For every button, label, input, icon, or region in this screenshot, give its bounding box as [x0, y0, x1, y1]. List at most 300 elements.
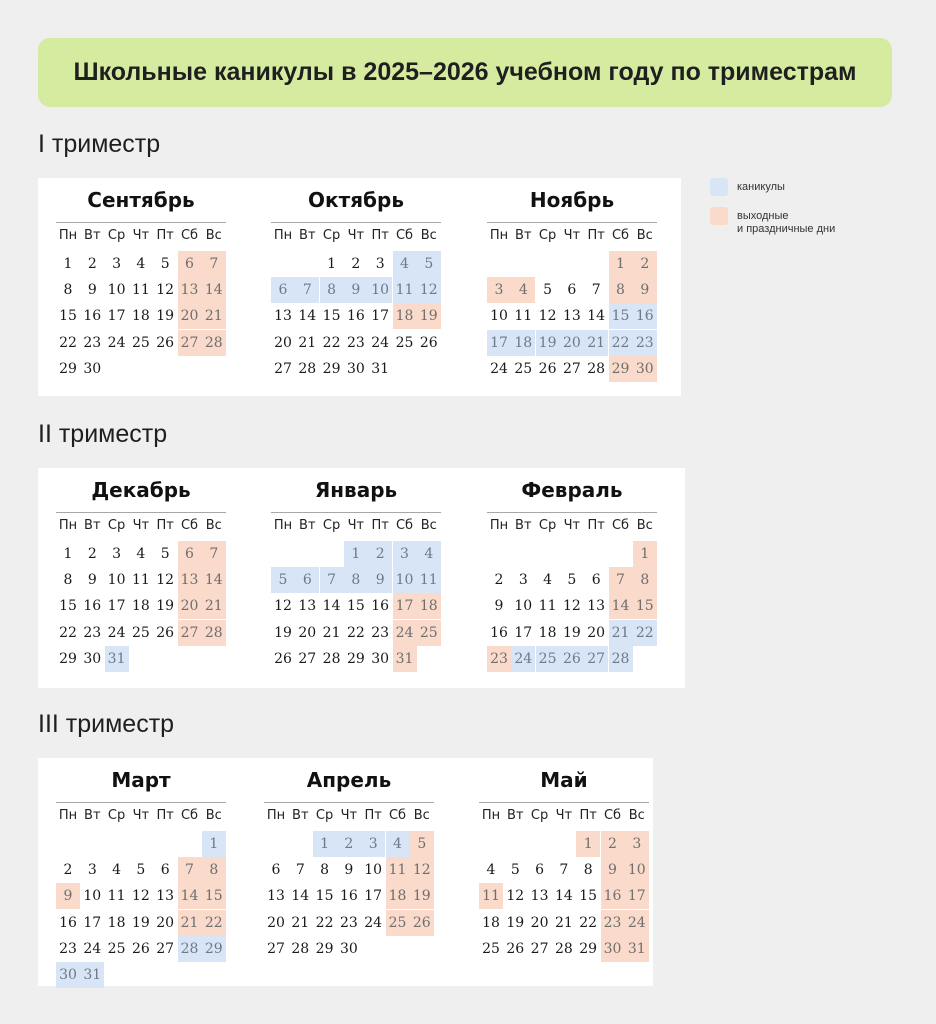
day-cell: 22 [59, 334, 77, 351]
weekday-header: Пн [58, 228, 78, 243]
day-cell: 27 [298, 650, 317, 667]
day-cell: 12 [506, 888, 525, 905]
day-cell: 3 [375, 256, 385, 272]
day-cell: 17 [393, 593, 417, 619]
day-cell: 16 [83, 598, 102, 615]
day-cell: 15 [322, 308, 341, 325]
weekday-header: Вт [299, 518, 316, 533]
day-cell: 22 [633, 620, 657, 646]
day-cell: 2 [494, 572, 504, 589]
trimester-3-calendar-panel [38, 758, 653, 986]
day-cell: 23 [83, 624, 102, 641]
day-cell: 21 [298, 334, 317, 351]
weekday-header: Сб [611, 518, 630, 533]
day-cell: 4 [417, 541, 441, 567]
weekday-header: Чт [347, 228, 365, 243]
day-cell: 20 [267, 914, 285, 931]
day-cell: 22 [322, 334, 341, 351]
day-cell: 4 [486, 862, 496, 879]
day-cell: 14 [291, 888, 310, 905]
month-divider [56, 512, 226, 513]
weekday-header: Пт [156, 228, 174, 243]
day-cell: 20 [587, 624, 606, 641]
day-cell: 18 [386, 883, 410, 909]
day-cell: 31 [105, 646, 129, 672]
weekday-header: Пн [273, 228, 293, 243]
weekday-header: Пн [266, 808, 286, 823]
day-cell: 7 [559, 862, 569, 879]
day-cell: 11 [417, 567, 441, 593]
day-cell: 3 [112, 546, 122, 562]
day-cell: 12 [156, 572, 175, 589]
day-cell: 16 [490, 624, 508, 641]
day-cell: 13 [587, 598, 606, 615]
day-cell: 2 [87, 256, 97, 272]
day-cell: 2 [633, 251, 657, 277]
day-cell: 5 [417, 251, 441, 277]
day-cell: 2 [63, 862, 73, 879]
day-cell: 5 [567, 572, 577, 589]
day-cell: 9 [494, 598, 504, 615]
month-name: Апрель [306, 768, 392, 792]
day-cell: 14 [298, 308, 317, 325]
weekday-header: Вс [413, 808, 430, 823]
day-cell: 17 [625, 883, 649, 909]
day-cell: 24 [625, 910, 649, 936]
day-cell: 8 [583, 862, 593, 879]
day-cell: 24 [490, 360, 508, 377]
day-cell: 23 [346, 334, 365, 351]
weekday-header: Пн [58, 518, 78, 533]
weekday-header: Вс [420, 228, 437, 243]
weekday-header: Пт [156, 808, 174, 823]
day-cell: 25 [536, 646, 560, 672]
day-cell: 19 [417, 303, 441, 329]
weekday-header: Пт [371, 518, 389, 533]
day-cell: 28 [291, 940, 310, 957]
day-cell: 24 [371, 334, 390, 351]
weekday-header: Чт [340, 808, 358, 823]
day-cell: 9 [56, 883, 80, 909]
day-cell: 13 [178, 567, 202, 593]
day-cell: 3 [393, 541, 417, 567]
day-cell: 29 [59, 650, 77, 667]
day-cell: 26 [156, 334, 175, 351]
weekday-header: Вс [205, 518, 222, 533]
month-name: Февраль [521, 478, 623, 502]
month-name: Январь [314, 478, 398, 502]
day-cell: 21 [202, 593, 226, 619]
day-cell: 9 [601, 857, 625, 883]
day-cell: 15 [59, 598, 77, 615]
day-cell: 18 [538, 624, 557, 641]
day-cell: 19 [131, 914, 150, 931]
day-cell: 28 [322, 650, 341, 667]
day-cell: 29 [322, 360, 341, 377]
weekday-header: Пт [156, 518, 174, 533]
day-cell: 8 [202, 857, 226, 883]
day-cell: 27 [274, 360, 292, 377]
day-cell: 10 [364, 862, 383, 879]
day-cell: 8 [63, 572, 73, 589]
day-cell: 20 [298, 624, 317, 641]
month-name: Май [540, 768, 588, 792]
day-cell: 27 [156, 940, 175, 957]
day-cell: 20 [530, 914, 549, 931]
day-cell: 6 [160, 862, 170, 879]
day-cell: 21 [609, 620, 633, 646]
day-cell: 22 [315, 914, 334, 931]
weekday-header: Пн [273, 518, 293, 533]
day-cell: 14 [178, 883, 202, 909]
day-cell: 17 [487, 330, 511, 356]
day-cell: 13 [267, 888, 285, 905]
day-cell: 5 [160, 546, 170, 562]
day-cell: 5 [271, 567, 295, 593]
day-cell: 19 [156, 308, 175, 325]
day-cell: 31 [80, 962, 104, 988]
month-name: Ноябрь [529, 188, 615, 212]
day-cell: 25 [107, 940, 126, 957]
day-cell: 3 [518, 572, 528, 589]
day-cell: 25 [131, 624, 150, 641]
day-cell: 21 [322, 624, 341, 641]
day-cell: 19 [410, 883, 434, 909]
month-name: Октябрь [308, 188, 404, 212]
day-cell: 7 [591, 282, 601, 299]
weekday-header: Ср [530, 808, 549, 823]
day-cell: 7 [609, 567, 633, 593]
legend-weekend-label-line1: выходные [737, 210, 789, 222]
day-cell: 16 [601, 883, 625, 909]
day-cell: 10 [368, 277, 392, 303]
day-cell: 8 [320, 277, 344, 303]
day-cell: 3 [361, 831, 385, 857]
day-cell: 30 [56, 962, 80, 988]
month-divider [271, 222, 441, 223]
day-cell: 28 [609, 646, 633, 672]
day-cell: 30 [339, 940, 358, 957]
weekday-header: Ср [107, 228, 126, 243]
day-cell: 7 [178, 857, 202, 883]
day-cell: 19 [506, 914, 525, 931]
day-cell: 17 [364, 888, 383, 905]
weekday-header: Вс [205, 808, 222, 823]
day-cell: 26 [274, 650, 292, 667]
day-cell: 27 [584, 646, 608, 672]
page-title: Школьные каникулы в 2025–2026 учебном году по триместрам [38, 38, 892, 107]
day-cell: 1 [63, 256, 73, 272]
day-cell: 28 [202, 620, 226, 646]
day-cell: 2 [87, 546, 97, 562]
day-cell: 20 [178, 303, 202, 329]
day-cell: 1 [576, 831, 600, 857]
weekend-swatch [710, 207, 728, 225]
day-cell: 1 [609, 251, 633, 277]
day-cell: 5 [160, 256, 170, 272]
weekday-header: Вт [515, 518, 532, 533]
weekday-header: Пт [371, 228, 389, 243]
weekday-header: Чт [563, 228, 581, 243]
weekday-header: Пн [481, 808, 501, 823]
day-cell: 30 [371, 650, 390, 667]
weekday-header: Пт [587, 228, 605, 243]
day-cell: 3 [625, 831, 649, 857]
day-cell: 26 [419, 334, 438, 351]
day-cell: 30 [346, 360, 365, 377]
day-cell: 10 [107, 572, 126, 589]
day-cell: 21 [178, 910, 202, 936]
weekday-header: Чт [132, 518, 150, 533]
day-cell: 27 [530, 940, 549, 957]
weekday-header: Сб [180, 228, 199, 243]
day-cell: 15 [59, 308, 77, 325]
day-cell: 8 [633, 567, 657, 593]
weekday-header: Вт [84, 808, 101, 823]
day-cell: 4 [511, 277, 535, 303]
day-cell: 21 [291, 914, 310, 931]
day-cell: 4 [393, 251, 417, 277]
legend-holiday-label: каникулы [737, 181, 785, 193]
weekday-header: Ср [322, 228, 341, 243]
day-cell: 25 [386, 910, 410, 936]
weekday-header: Сб [395, 228, 414, 243]
day-cell: 14 [202, 567, 226, 593]
day-cell: 13 [156, 888, 175, 905]
day-cell: 28 [178, 936, 202, 962]
day-cell: 26 [410, 910, 434, 936]
day-cell: 20 [274, 334, 292, 351]
day-cell: 4 [136, 256, 146, 272]
day-cell: 12 [538, 308, 557, 325]
weekday-header: Вс [636, 228, 653, 243]
weekday-header: Сб [388, 808, 407, 823]
day-cell: 6 [535, 862, 545, 879]
day-cell: 7 [320, 567, 344, 593]
day-cell: 28 [298, 360, 317, 377]
day-cell: 22 [202, 910, 226, 936]
day-cell: 30 [601, 936, 625, 962]
day-cell: 21 [202, 303, 226, 329]
day-cell: 29 [59, 360, 77, 377]
day-cell: 30 [83, 650, 102, 667]
weekday-header: Чт [347, 518, 365, 533]
weekday-header: Вс [628, 808, 645, 823]
month-divider [479, 802, 649, 803]
day-cell: 12 [417, 277, 441, 303]
weekday-header: Сб [395, 518, 414, 533]
weekday-header: Вт [515, 228, 532, 243]
day-cell: 24 [107, 334, 126, 351]
day-cell: 4 [543, 572, 553, 589]
weekday-header: Вт [292, 808, 309, 823]
day-cell: 24 [83, 940, 102, 957]
day-cell: 11 [538, 598, 557, 615]
day-cell: 19 [274, 624, 292, 641]
weekday-header: Пт [364, 808, 382, 823]
day-cell: 29 [579, 940, 598, 957]
day-cell: 27 [178, 620, 202, 646]
day-cell: 11 [386, 857, 410, 883]
day-cell: 20 [178, 593, 202, 619]
day-cell: 18 [482, 914, 500, 931]
day-cell: 1 [633, 541, 657, 567]
day-cell: 17 [371, 308, 390, 325]
day-cell: 16 [339, 888, 358, 905]
day-cell: 30 [83, 360, 102, 377]
day-cell: 23 [487, 646, 511, 672]
day-cell: 26 [560, 646, 584, 672]
day-cell: 26 [131, 940, 150, 957]
day-cell: 6 [271, 862, 281, 879]
day-cell: 20 [156, 914, 175, 931]
day-cell: 18 [131, 308, 150, 325]
day-cell: 10 [514, 598, 533, 615]
day-cell: 18 [393, 303, 417, 329]
day-cell: 13 [298, 598, 317, 615]
day-cell: 24 [107, 624, 126, 641]
weekday-header: Чт [132, 228, 150, 243]
day-cell: 3 [487, 277, 511, 303]
day-cell: 13 [530, 888, 549, 905]
day-cell: 13 [274, 308, 292, 325]
weekday-header: Сб [603, 808, 622, 823]
day-cell: 30 [633, 356, 657, 382]
day-cell: 8 [63, 282, 73, 299]
day-cell: 3 [87, 862, 97, 879]
day-cell: 3 [112, 256, 122, 272]
weekday-header: Ср [107, 518, 126, 533]
day-cell: 14 [554, 888, 573, 905]
month-divider [264, 802, 434, 803]
day-cell: 18 [107, 914, 126, 931]
day-cell: 14 [609, 593, 633, 619]
day-cell: 6 [591, 572, 601, 589]
holiday-swatch [710, 178, 728, 196]
month-divider [56, 802, 226, 803]
day-cell: 6 [295, 567, 319, 593]
trimester-1-heading: I триместр [38, 130, 161, 158]
day-cell: 19 [536, 330, 560, 356]
day-cell: 18 [131, 598, 150, 615]
weekday-header: Вс [420, 518, 437, 533]
month-divider [487, 512, 657, 513]
month-name: Сентябрь [87, 188, 195, 212]
weekday-header: Сб [611, 228, 630, 243]
day-cell: 20 [560, 330, 584, 356]
day-cell: 6 [567, 282, 577, 299]
weekday-header: Вт [84, 228, 101, 243]
day-cell: 14 [322, 598, 341, 615]
day-cell: 13 [178, 277, 202, 303]
weekday-header: Вс [636, 518, 653, 533]
day-cell: 22 [579, 914, 598, 931]
day-cell: 11 [131, 282, 150, 299]
day-cell: 1 [327, 256, 337, 272]
day-cell: 10 [625, 857, 649, 883]
day-cell: 5 [510, 862, 520, 879]
trimester-2-calendar-panel [38, 468, 685, 688]
day-cell: 26 [156, 624, 175, 641]
day-cell: 5 [136, 862, 146, 879]
day-cell: 8 [609, 277, 633, 303]
day-cell: 2 [337, 831, 361, 857]
month-divider [487, 222, 657, 223]
day-cell: 25 [482, 940, 500, 957]
day-cell: 15 [315, 888, 334, 905]
day-cell: 1 [202, 831, 226, 857]
day-cell: 28 [202, 330, 226, 356]
day-cell: 16 [59, 914, 77, 931]
weekday-header: Чт [132, 808, 150, 823]
day-cell: 16 [83, 308, 102, 325]
weekday-header: Вт [507, 808, 524, 823]
day-cell: 12 [156, 282, 175, 299]
day-cell: 9 [87, 282, 97, 299]
day-cell: 26 [538, 360, 557, 377]
day-cell: 10 [107, 282, 126, 299]
day-cell: 17 [83, 914, 102, 931]
day-cell: 9 [368, 567, 392, 593]
day-cell: 16 [633, 303, 657, 329]
day-cell: 9 [633, 277, 657, 303]
weekday-header: Пт [579, 808, 597, 823]
weekday-header: Пн [58, 808, 78, 823]
day-cell: 16 [346, 308, 365, 325]
weekday-header: Пт [587, 518, 605, 533]
day-cell: 9 [87, 572, 97, 589]
day-cell: 4 [112, 862, 122, 879]
day-cell: 12 [562, 598, 581, 615]
trimester-2-heading: II триместр [38, 420, 168, 448]
day-cell: 2 [368, 541, 392, 567]
day-cell: 25 [514, 360, 533, 377]
day-cell: 24 [511, 646, 535, 672]
day-cell: 11 [107, 888, 126, 905]
day-cell: 6 [178, 541, 202, 567]
day-cell: 4 [136, 546, 146, 562]
day-cell: 8 [320, 862, 330, 879]
day-cell: 17 [514, 624, 533, 641]
weekday-header: Чт [555, 808, 573, 823]
month-divider [271, 512, 441, 513]
day-cell: 23 [339, 914, 358, 931]
day-cell: 11 [479, 883, 503, 909]
day-cell: 15 [609, 303, 633, 329]
day-cell: 25 [395, 334, 414, 351]
day-cell: 26 [506, 940, 525, 957]
day-cell: 10 [393, 567, 417, 593]
day-cell: 12 [410, 857, 434, 883]
month-name: Март [111, 768, 171, 792]
weekday-header: Вс [205, 228, 222, 243]
day-cell: 24 [364, 914, 383, 931]
weekday-header: Сб [180, 518, 199, 533]
day-cell: 25 [131, 334, 150, 351]
day-cell: 27 [178, 330, 202, 356]
weekday-header: Вт [84, 518, 101, 533]
day-cell: 11 [514, 308, 533, 325]
weekday-header: Ср [315, 808, 334, 823]
day-cell: 22 [346, 624, 365, 641]
day-cell: 29 [609, 356, 633, 382]
day-cell: 7 [202, 251, 226, 277]
day-cell: 21 [554, 914, 573, 931]
day-cell: 7 [295, 277, 319, 303]
day-cell: 17 [107, 308, 126, 325]
day-cell: 9 [344, 277, 368, 303]
day-cell: 31 [625, 936, 649, 962]
